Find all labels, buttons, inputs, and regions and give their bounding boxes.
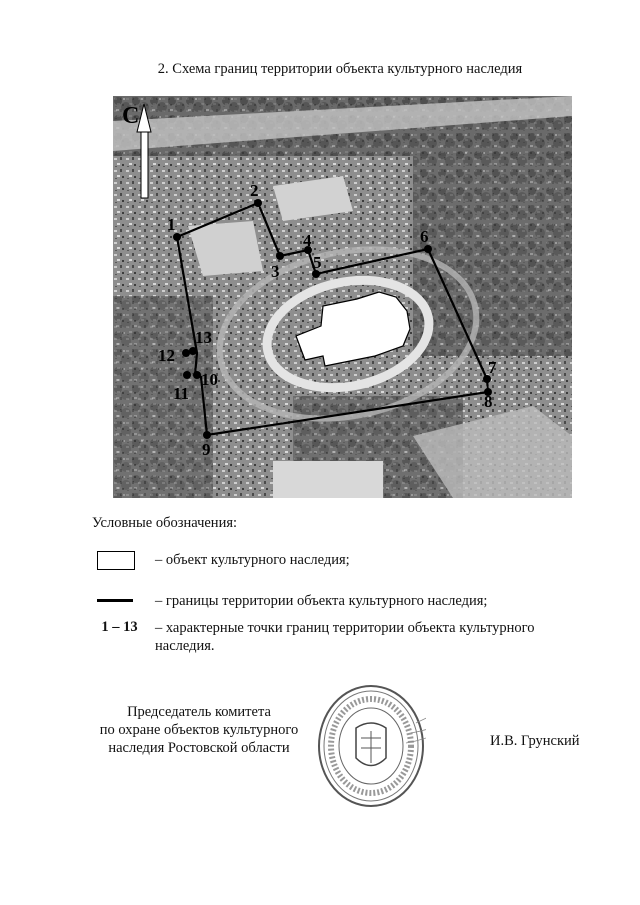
legend-points-range: 1 – 13: [101, 619, 138, 635]
signatory-line2: по охране объектов культурного: [99, 722, 299, 738]
boundary-point-label-10: 10: [201, 370, 218, 389]
boundary-point-11: [183, 371, 191, 379]
boundary-point-label-8: 8: [484, 392, 493, 411]
signatory-title: [90, 703, 308, 757]
north-label: С: [122, 103, 140, 129]
official-seal: [316, 683, 426, 809]
boundary-point-13: [189, 347, 197, 355]
legend-points-line2: наследия.: [155, 638, 215, 654]
signatory-line3: наследия Ростовской области: [108, 740, 290, 756]
boundary-point-1: [173, 233, 181, 241]
map-svg: [113, 96, 572, 498]
legend-points-line1: – характерные точки границ территории объекта культурного: [155, 620, 535, 636]
page-title: 2. Схема границ территории объекта культурного наследия: [157, 61, 523, 77]
boundary-point-label-2: 2: [250, 181, 259, 200]
legend-points-text: [155, 619, 534, 655]
boundary-point-2: [254, 199, 262, 207]
boundary-point-label-4: 4: [303, 231, 312, 250]
legend-title: Условные обозначения:: [92, 515, 238, 531]
legend-boundary-text: – границы территории объекта культурного наследия;: [155, 593, 488, 609]
boundary-point-10: [193, 371, 201, 379]
signatory-line1: Председатель комитета: [127, 704, 271, 720]
boundary-point-label-13: 13: [195, 328, 212, 347]
boundary-point-3: [276, 252, 284, 260]
boundary-point-label-7: 7: [488, 358, 497, 377]
boundary-point-label-9: 9: [202, 440, 211, 459]
seal-svg: [316, 683, 426, 809]
boundary-point-label-6: 6: [420, 227, 429, 246]
boundary-point-label-1: 1: [167, 215, 176, 234]
legend-heritage-swatch: [97, 551, 135, 570]
boundary-point-label-3: 3: [271, 262, 280, 281]
boundary-point-6: [424, 245, 432, 253]
legend-boundary-swatch: [97, 599, 133, 602]
signatory-name: И.В. Грунский: [490, 733, 580, 749]
boundary-point-label-5: 5: [313, 253, 322, 272]
boundary-point-9: [203, 431, 211, 439]
legend-heritage-text: – объект культурного наследия;: [155, 552, 350, 568]
aerial-map: [113, 96, 572, 498]
boundary-point-12: [182, 349, 190, 357]
boundary-point-label-12: 12: [158, 346, 175, 365]
boundary-point-label-11: 11: [173, 384, 190, 403]
